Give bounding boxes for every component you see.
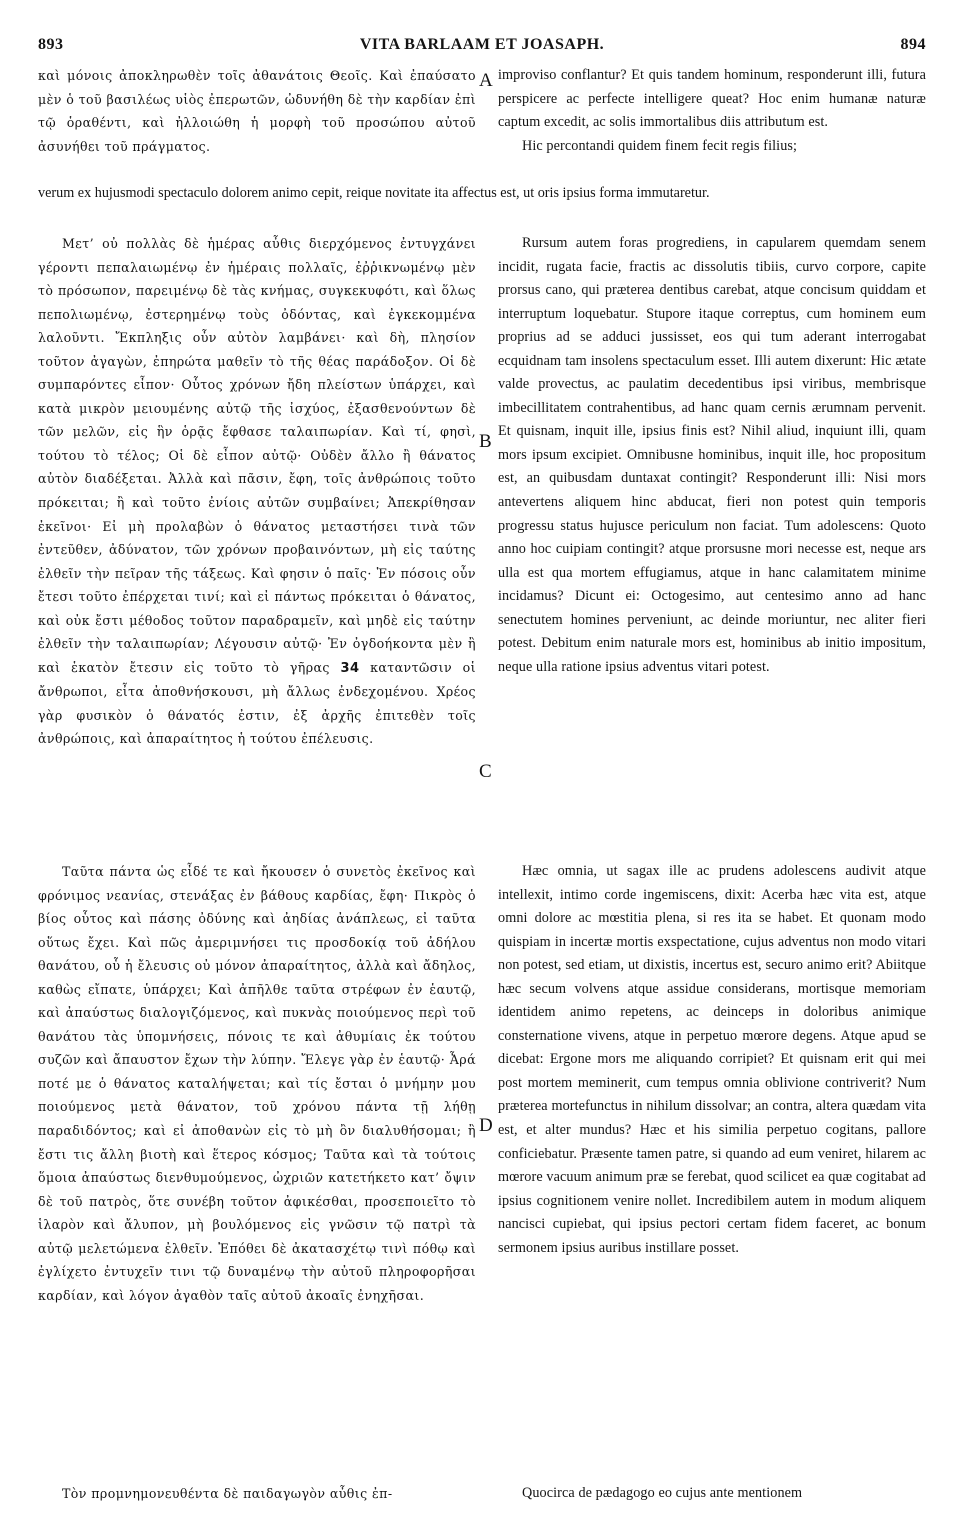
greek-text: Μετ’ οὐ πολλὰς δὲ ἡμέρας αὖθις διερχόμενος ἐντυγχάνει γέροντι πεπαλαιωμένῳ ἐν ἡμέραις πολλαῖς, ἐῤῥικνωμένῳ μὲν τὸ πρόσωπον, παρειμένῳ δὲ τὰς κνήμας, συγκεκυφότι, καὶ ὅλως πεπολιωμένῳ, ἐστερημένῳ τοὺς ὀδόντας, καὶ ἐγκεκομμένα λαλοῦντι. Ἔκπληξις οὖν αὐτὸν λαμβάνει· καὶ δὴ, πλησίον τοῦτον ἀγαγὼν, ἐπηρώτα μαθεῖν τὸ τῆς θέας παράδοξον. Οἱ δὲ συμπαρόντες εἶπον· Οὗτος χρόνων ἤδη πλείστων ὑπάρχει, καὶ κατὰ μικρὸν μειουμένης αὐτῷ τῆς ἰσχύος, ἐξασθενούντων δὲ τῶν μελῶν, εἰς ἣν ὁρᾷς ἔφθασε ταλαιπωρίαν. Καὶ τί, φησὶ, τούτου τὸ τέλος; Οἱ δὲ εἶπον αὐτῷ· Οὐδὲν ἄλλο ἢ θάνατος αὐτὸν διαδέξεται. Ἀλλὰ καὶ πᾶσιν, ἔφη, τοῖς ἀνθρώποις τοῦτο πρόκειται; ἢ καὶ τοῦτο ἐνίοις αὐτῶν συμβαίνει; Ἀπεκρίθησαν ἐκεῖνοι· Εἰ μὴ προλαβὼν ὁ θάνατος μεταστήσει τινὰ τῶν ἐντεῦθεν, ἀδύνατον, τῶν χρόνων προβαινόντων, μὴ εἰς ταύτης ἐλθεῖν τὴν πεῖραν τῆς τάξεως. Καὶ φησιν ὁ παῖς· Ἐν πόσοις οὖν ἔτεσι τοῦτο ἐπέρχεται τινί; καὶ εἰ πάντως πρόκειται ὁ θάνατος, καὶ οὐκ ἔστι μέθοδος τοῦτον παραδραμεῖν, καὶ μηδὲ εἰς ταύτην ἐλθεῖν τὴν ταλαιπωρίαν; Λέγουσιν αὐτῷ· Ἐν ὀγδοήκοντα μὲν ἢ καὶ ἑκατὸν ἔτεσιν εἰς τοῦτο τὸ γῆρας: [38, 236, 476, 675]
latin-paragraph: Quocirca de pædagogo eo cujus ante mentionem: [522, 1485, 803, 1501]
greek-paragraph: [38, 232, 476, 751]
latin-paragraph: Hic percontandi quidem finem fecit regis filius;: [522, 137, 798, 154]
latin-paragraph: improviso conflantur? Et quis tandem hominum, responderunt illi, futura perspicere ac perfecte intelligere queat? Hoc enim humanæ naturæ captum excedit, ac solis immortalibus diis attributum est.: [498, 67, 926, 131]
section-marker-d: D: [479, 1115, 493, 1136]
greek-text: καταντῶσιν οἱ ἄνθρωποι, εἶτα ἀποθνήσκουσι, μὴ ἄλλως ἐνδεχομένου. Χρέος γὰρ φυσικὸν ὁ θάνατός ἐστιν, ἐξ ἀρχῆς ἐπιτεθὲν τοῖς ἀνθρώποις, καὶ ἀπαραίτητος ἡ τούτου ἐπέλευσις.: [38, 659, 476, 747]
greek-column-lower: [38, 860, 476, 1307]
page-number-left: 893: [38, 36, 64, 53]
greek-column-middle: [38, 232, 476, 751]
full-width-paragraph: verum ex hujusmodi spectaculo dolorem animo cepit, reique novitate ita affectus est, ut oris ipsius forma immutaretur.: [38, 185, 710, 201]
running-header: [38, 36, 926, 58]
full-width-text: [38, 182, 926, 206]
section-marker-b: B: [479, 431, 492, 452]
latin-paragraph: Rursum autem foras progrediens, in capularem quemdam senem incidit, rugata facie, fractis ac dissolutis tibiis, curvo corpore, capite prorsus cano, qui præterea dentibus carebat, atque concisum quiddam et interruptum loquebatur. Stupore itaque correptus, cum hominem eum proprius ad se adduci jussisset, eos qui tum aderant interrogabat ecquidnam tam insolens spectaculum esset. Illi autem dixerunt: Hic ætate valde provectus, ac paulatim decedentibus ipsi viribus, membrisque imbecillitatem contrahentibus, ad hanc quam cernis ærumnam pervenit. Et quisnam, inquit ille, ipsius finis est? Nihil aliud, inquiunt illi, quam mors ipsum excipiet. Omnibusne hominibus, inquit ille, hoc propositum est, an quibusdam duntaxat contingit? Responderunt illi: Nisi mors antevertens aliquem hinc abducat, fieri non potest quin temporis progressu status hujusce periculum non faciat. Tum adolescens: Quoto anno hoc cuipiam contingit? atque prorsusne mori necesse est, neque ars ulla est qua mortem effugiamus, atque in hanc calamitatem minime incidamus? Dicunt ei: Octogesimo, aut centesimo anno ad hanc senectutem homines perveniunt, ac deinde moriuntur, nec aliter fieri potest. Debitum enim naturale mors est, hominibus ab initio impositum, neque ulla ratione ipsius adventus vitari potest.: [498, 235, 926, 675]
greek-column-top: [38, 64, 476, 158]
page-number-right: 894: [900, 36, 926, 53]
latin-paragraph: Hæc omnia, ut sagax ille ac prudens adolescens audivit atque intellexit, intimo corde ingemiscens, dixit: Acerba hæc vita est, atque omni dolore ac mœstitia plena, si res ita se habet. Et quonam modo quispiam in incertæ mortis exspectatione, cujus adventus non modo vitari non potest, sed etiam, ut dixistis, incertus est, securo animo erit? Abiitque hæc secum volvens atque assidue considerans, mortisque memoriam identidem animo repetens, ac deinceps in doloribus animique consternatione vivens, atque in perpetuo mœrore degens. Atque apud se dicebat: Ergone mors me aliquando corripiet? Et quisnam erit qui mei post mortem meminerit, cum tempus omnia oblivione contriverit? Num præterea mortefunctus in nihilum dissolvar; an contra, altera quædam vita est, et alter mundus? Hæc et his similia perpetuo cogitans, pallore conficiebatur. Præsente tamen patre, si quando ad eum veniret, hilarem ac mœrore vacuum animum præ se ferebat, quod scilicet ea quæ cogitabat ad ipsius cognitionem venire nollet. Incredibilem autem in modum aliquem nancisci cupiebat, qui ipsius pectori certam fidem faceret, ac bonum sermonem ipsius auribus instillare posset.: [498, 863, 926, 1256]
running-title: VITA BARLAAM ET JOASAPH.: [359, 36, 605, 53]
section-marker-a: A: [479, 70, 493, 91]
latin-column-bottom: [498, 1482, 926, 1506]
greek-paragraph: καὶ μόνοις ἀποκληρωθὲν τοῖς ἀθανάτοις Θεοῖς. Καὶ ἐπαύσατο μὲν ὁ τοῦ βασιλέως υἱὸς ἐπερωτῶν, ὠδυνήθη δὲ τὴν καρδίαν ἐπὶ τῷ ὁραθέντι, καὶ ἠλλοιώθη ἡ μορφὴ τοῦ προσώπου αὐτοῦ ἀσυνήθει τοῦ πράγματος.: [38, 68, 476, 154]
greek-paragraph: Ταῦτα πάντα ὡς εἶδέ τε καὶ ἤκουσεν ὁ συνετὸς ἐκεῖνος καὶ φρόνιμος νεανίας, στενάξας ἐν βάθους καρδίας, ἔφη· Πικρὸς ὁ βίος οὗτος καὶ πάσης ὀδύνης καὶ ἀηδίας ἀνάπλεως, εἰ ταῦτα οὕτως ἔχει. Καὶ πῶς ἀμεριμνήσει τις προσδοκίᾳ τοῦ ἀδήλου θανάτου, οὗ ἡ ἔλευσις οὐ μόνον ἀπαραίτητος, ἀλλὰ καὶ ἄδηλος, καθὼς εἴπατε, ὑπάρχει; Καὶ ἀπῆλθε ταῦτα στρέφων ἐν ἑαυτῷ, καὶ ἀπαύστως διαλογιζόμενος, καὶ πυκνὰς ποιούμενος περὶ τοῦ θανάτου τὰς ὑπομνήσεις, πόνοις τε καὶ ἀθυμίαις ἐκ τούτου συζῶν καὶ ἄπαυστον ἔχων τὴν λύπην. Ἔλεγε γὰρ ἐν ἑαυτῷ· Ἆρά ποτέ με ὁ θάνατος καταλήψεται; καὶ τίς ἔσται ὁ μνήμην μου ποιούμενος μετὰ θάνατον, τοῦ χρόνου πάντα τῇ λήθῃ παραδιδόντος; καὶ εἰ ἀποθανὼν εἰς τὸ μὴ ὂν διαλυθήσομαι; ἢ ἔστι τις ἄλλη βιοτὴ καὶ ἕτερος κόσμος; Ταῦτα καὶ τὰ τούτοις ὅμοια ἀπαύστως διενθυμούμενος, ὠχριῶν κατετήκετο κατ’ ὄψιν δὲ τοῦ πατρὸς, ὅτε συνέβη τοῦτον ἀφικέσθαι, προσεποιεῖτο τὸ ἱλαρὸν καὶ ἄλυπον, μὴ βουλόμενος εἰς γνῶσιν τῷ πατρὶ τὰ αὐτῷ μελετώμενα ἐλθεῖν. Ἐπόθει δὲ ἀκατασχέτῳ τινὶ πόθῳ καὶ ἐγλίχετο ἐντυχεῖν τινι τῷ δυναμένῳ τὴν αὐτοῦ πληροφορῆσαι καρδίαν, καὶ λόγον ἀγαθὸν ταῖς αὐτοῦ ἀκοαῖς ἐνηχῆσαι.: [38, 864, 476, 1303]
greek-paragraph: Τὸν προμνημονευθέντα δὲ παιδαγωγὸν αὖθις ἐπ-: [62, 1486, 393, 1501]
inline-number: 34: [340, 660, 360, 676]
section-marker-c: C: [479, 761, 492, 782]
latin-column-lower: [498, 860, 926, 1260]
latin-column-top: [498, 64, 926, 158]
latin-column-middle: [498, 232, 926, 679]
greek-column-bottom: [38, 1482, 476, 1506]
